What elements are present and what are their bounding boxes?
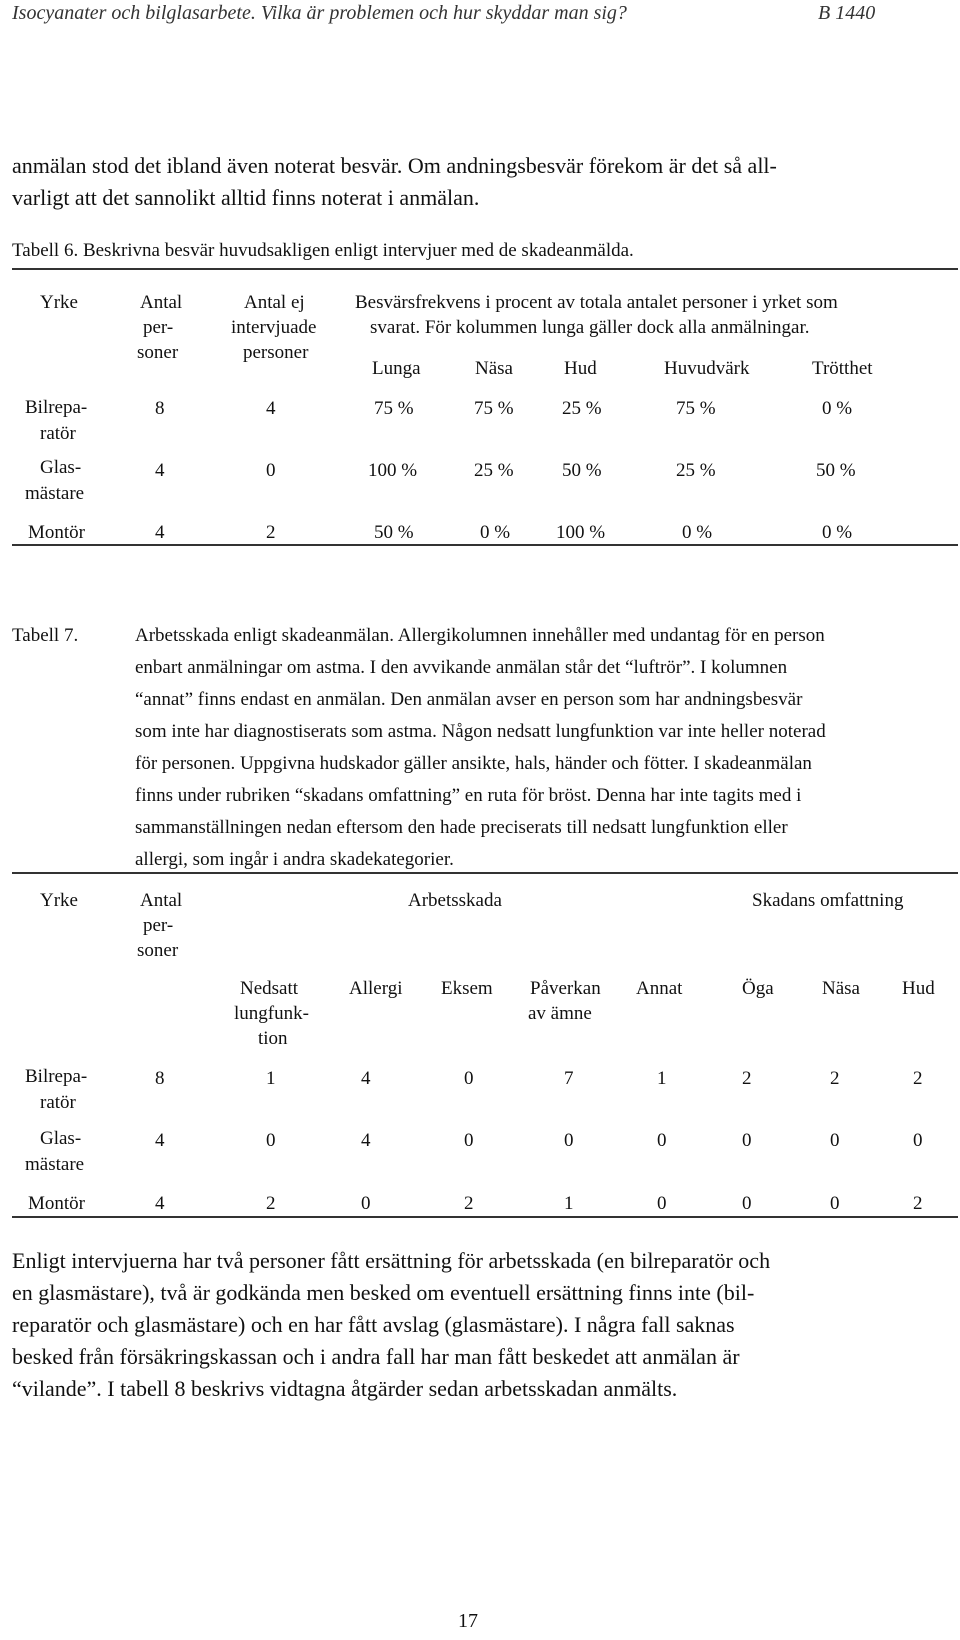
closing-line-3: reparatör och glasmästare) och en har fått avslag (glasmästare). I några fall saknas: [12, 1312, 735, 1337]
table6-head-ej-3: personer: [243, 342, 309, 363]
table6-row2-yrke-2: mästare: [25, 483, 85, 504]
table7-caption-line-5: för personen. Uppgivna hudskador gäller ansikte, hals, händer och fötter. I skadeanmälan: [135, 753, 812, 774]
table6-row2-nasa: 25 %: [474, 460, 514, 481]
table6-row1-antal: 8: [155, 398, 165, 419]
table7-head-nedsatt-3: tion: [258, 1028, 288, 1049]
table6-subcol-nasa: Näsa: [475, 358, 513, 379]
table6-head-ej-1: Antal ej: [244, 292, 305, 313]
document-title: Isocyanater och bilglasarbete. Vilka är problemen och hur skyddar man sig?: [12, 2, 627, 24]
table7-head-allergi: Allergi: [349, 978, 403, 999]
table6-row3-hud: 100 %: [556, 522, 606, 543]
table7-caption-line-7: sammanställningen nedan eftersom den hade preciserats till nedsatt lungfunktion eller: [135, 817, 788, 838]
table7-caption-line-4: som inte har diagnostiserats som astma. Någon nedsatt lungfunktion var inte heller noterad: [135, 721, 826, 742]
table7-head-antal-3: soner: [137, 940, 179, 961]
table7-row2-allergi: 4: [361, 1130, 371, 1151]
table7-row2-hud: 0: [913, 1130, 923, 1151]
table7-caption-line-8: allergi, som ingår i andra skadekategorier.: [135, 849, 454, 870]
table7-row1-yrke-2: ratör: [40, 1092, 76, 1113]
table7-row1-hud: 2: [913, 1068, 923, 1089]
table7-row3-hud: 2: [913, 1193, 923, 1214]
table7-head-hud: Hud: [902, 978, 935, 999]
intro-line-1: anmälan stod det ibland även noterat besvär. Om andningsbesvär förekom är det så all-: [12, 153, 777, 178]
table7-row3-allergi: 0: [361, 1193, 371, 1214]
table6-row3-ej: 2: [266, 522, 276, 543]
table7-row2-paverkan: 0: [564, 1130, 574, 1151]
table6-subcol-hud: Hud: [564, 358, 597, 379]
table6-row2-trotthet: 50 %: [816, 460, 856, 481]
table6-head-antal-1: Antal: [140, 292, 183, 313]
table7-row1-annat: 1: [657, 1068, 667, 1089]
table7-caption-line-3: “annat” finns endast en anmälan. Den anmälan avser en person som har andningsbesvär: [135, 689, 803, 710]
table6-row2-hud: 50 %: [562, 460, 602, 481]
table7-row3-oga: 0: [742, 1193, 752, 1214]
table6-row1-yrke-2: ratör: [40, 423, 76, 444]
table7-row2-eksem: 0: [464, 1130, 474, 1151]
table6-head-freq-1: Besvärsfrekvens i procent av totala antalet personer i yrket som: [355, 292, 838, 313]
table7-row1-yrke-1: Bilrepa-: [25, 1066, 88, 1087]
table6-row2-huvudvark: 25 %: [676, 460, 716, 481]
table6-row3-yrke: Montör: [28, 522, 85, 543]
table6-subcol-lunga: Lunga: [372, 358, 421, 379]
table7-caption-line-6: finns under rubriken “skadans omfattning” en ruta för bröst. Denna har inte tagits med i: [135, 785, 802, 806]
table7-row3-paverkan: 1: [564, 1193, 574, 1214]
table6-row2-ej: 0: [266, 460, 276, 481]
table7-row2-oga: 0: [742, 1130, 752, 1151]
page-number: 17: [458, 1610, 478, 1632]
table6-row1-huvudvark: 75 %: [676, 398, 716, 419]
table7-caption-line-1: Arbetsskada enligt skadeanmälan. Allergikolumnen innehåller med undantag för en person: [135, 625, 825, 646]
table6-row3-huvudvark: 0 %: [682, 522, 713, 543]
table6-row1-lunga: 75 %: [374, 398, 414, 419]
closing-line-2: en glasmästare), två är godkända men besked om eventuell ersättning finns inte (bil-: [12, 1280, 755, 1305]
table7-head-antal-2: per-: [143, 915, 174, 936]
table7-row1-allergi: 4: [361, 1068, 371, 1089]
table7-row2-yrke-2: mästare: [25, 1154, 85, 1175]
table7-head-nedsatt-2: lungfunk-: [234, 1003, 309, 1024]
table6-head-antal-2: per-: [143, 317, 174, 338]
table7-head-eksem: Eksem: [441, 978, 493, 999]
table7-caption-line-2: enbart anmälningar om astma. I den avvikande anmälan står det “luftrör”. I kolumnen: [135, 657, 788, 678]
table6-head-freq-2: svarat. För kolummen lunga gäller dock alla anmälningar.: [370, 317, 810, 338]
table7-row2-nedsatt: 0: [266, 1130, 276, 1151]
table7-row1-oga: 2: [742, 1068, 752, 1089]
table6-row1-hud: 25 %: [562, 398, 602, 419]
table7-row1-nasa: 2: [830, 1068, 840, 1089]
table6-row3-lunga: 50 %: [374, 522, 414, 543]
table7-row1-antal: 8: [155, 1068, 165, 1089]
table7-row3-annat: 0: [657, 1193, 667, 1214]
table6-subcol-trotthet: Trötthet: [812, 358, 873, 379]
table7-row2-yrke-1: Glas-: [40, 1128, 82, 1149]
closing-line-4: besked från försäkringskassan och i andra fall har man fått beskedet att anmälan är: [12, 1344, 740, 1369]
table6-row1-nasa: 75 %: [474, 398, 514, 419]
table6-row2-yrke-1: Glas-: [40, 457, 82, 478]
table7-head-arbetsskada: Arbetsskada: [408, 890, 502, 911]
table6-row3-antal: 4: [155, 522, 165, 543]
table6-row3-nasa: 0 %: [480, 522, 511, 543]
report-id: B 1440: [818, 2, 876, 24]
table7-row3-eksem: 2: [464, 1193, 474, 1214]
table7-row1-eksem: 0: [464, 1068, 474, 1089]
table7-head-nedsatt-1: Nedsatt: [240, 978, 299, 999]
table7-head-yrke: Yrke: [40, 890, 78, 911]
table7-head-nasa: Näsa: [822, 978, 860, 999]
table6-row1-ej: 4: [266, 398, 276, 419]
table6-row3-trotthet: 0 %: [822, 522, 853, 543]
table7-row2-antal: 4: [155, 1130, 165, 1151]
table7-head-oga: Öga: [742, 978, 774, 999]
table6-subcol-huvudvark: Huvudvärk: [664, 358, 750, 379]
closing-line-5: “vilande”. I tabell 8 beskrivs vidtagna åtgärder sedan arbetsskadan anmälts.: [12, 1376, 678, 1401]
table7-head-paverkan-1: Påverkan: [530, 978, 601, 999]
table7-row3-nedsatt: 2: [266, 1193, 276, 1214]
intro-line-2: varligt att det sannolikt alltid finns noterat i anmälan.: [12, 185, 480, 210]
table7-top-rule: [12, 872, 958, 874]
table7-head-skadans-omfattning: Skadans omfattning: [752, 890, 904, 911]
table7-row2-annat: 0: [657, 1130, 667, 1151]
table6-row1-yrke-1: Bilrepa-: [25, 397, 88, 418]
table7-row3-antal: 4: [155, 1193, 165, 1214]
table7-row1-paverkan: 7: [564, 1068, 574, 1089]
table7-head-antal-1: Antal: [140, 890, 183, 911]
table6-row2-lunga: 100 %: [368, 460, 418, 481]
table7-head-paverkan-2: av ämne: [528, 1003, 592, 1024]
closing-line-1: Enligt intervjuerna har två personer fått ersättning för arbetsskada (en bilreparatör och: [12, 1248, 771, 1273]
table7-head-annat: Annat: [636, 978, 683, 999]
table7-label: Tabell 7.: [12, 625, 79, 646]
table7-row2-nasa: 0: [830, 1130, 840, 1151]
table6-row1-trotthet: 0 %: [822, 398, 853, 419]
table7-row1-nedsatt: 1: [266, 1068, 276, 1089]
table6-head-antal-3: soner: [137, 342, 179, 363]
table6-caption: Tabell 6. Beskrivna besvär huvudsakligen enligt intervjuer med de skadeanmälda.: [12, 240, 634, 261]
table6-row2-antal: 4: [155, 460, 165, 481]
table6-head-ej-2: intervjuade: [231, 317, 317, 338]
table7-bottom-rule: [12, 1216, 958, 1218]
table6-head-yrke: Yrke: [40, 292, 78, 313]
table7-row3-nasa: 0: [830, 1193, 840, 1214]
table7-row3-yrke: Montör: [28, 1193, 85, 1214]
